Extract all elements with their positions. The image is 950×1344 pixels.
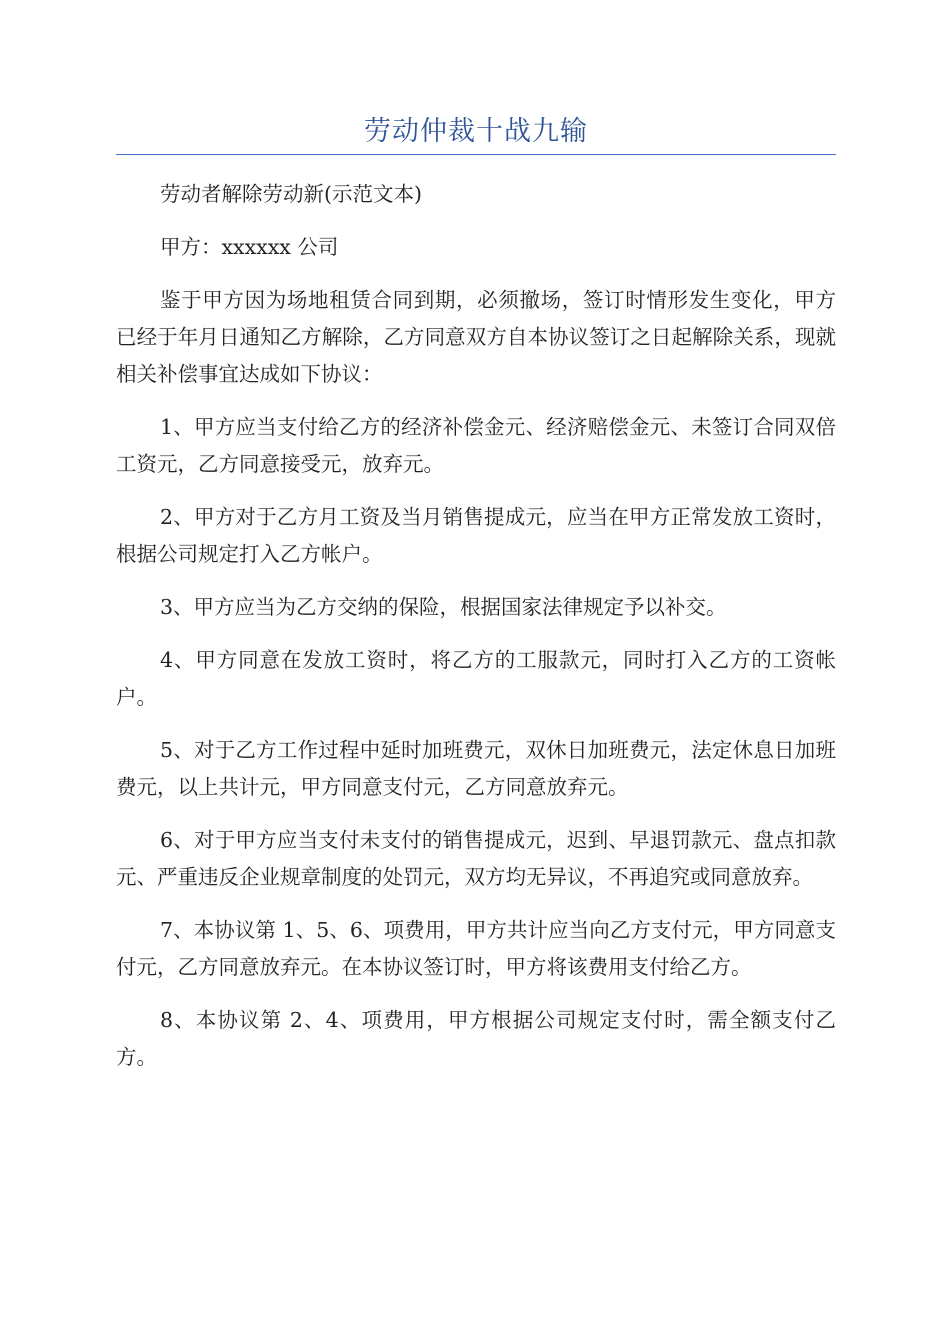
- paragraph-clause-8: 8、本协议第 2、4、项费用，甲方根据公司规定支付时，需全额支付乙方。: [116, 1008, 836, 1069]
- document-title: 劳动仲裁十战九输: [364, 116, 588, 147]
- paragraph-clause-3: 3、甲方应当为乙方交纳的保险，根据国家法律规定予以补交。: [160, 595, 727, 619]
- paragraph-subtitle: 劳动者解除劳动新(示范文本): [160, 182, 422, 206]
- paragraph-party-a: 甲方：xxxxxx 公司: [160, 235, 339, 259]
- paragraph-clause-4: 4、甲方同意在发放工资时，将乙方的工服款元，同时打入乙方的工资帐户。: [116, 648, 836, 709]
- paragraph-clause-7: 7、本协议第 1、5、6、项费用，甲方共计应当向乙方支付元，甲方同意支付元，乙方同意放弃元。在本协议签订时，甲方将该费用支付给乙方。: [116, 918, 836, 979]
- paragraph-clause-6: 6、对于甲方应当支付未支付的销售提成元，迟到、早退罚款元、盘点扣款元、严重违反企业规章制度的处罚元，双方均无异议，不再追究或同意放弃。: [116, 828, 836, 889]
- document-body: [116, 176, 836, 1092]
- paragraph-clause-1: 1、甲方应当支付给乙方的经济补偿金元、经济赔偿金元、未签订合同双倍工资元，乙方同意接受元，放弃元。: [116, 415, 836, 476]
- title-underline: [116, 154, 836, 155]
- paragraph-clause-5: 5、对于乙方工作过程中延时加班费元，双休日加班费元，法定休息日加班费元，以上共计元，甲方同意支付元，乙方同意放弃元。: [116, 738, 836, 799]
- paragraph-preamble: 鉴于甲方因为场地租赁合同到期，必须撤场，签订时情形发生变化，甲方已经于年月日通知乙方解除，乙方同意双方自本协议签订之日起解除关系，现就相关补偿事宜达成如下协议：: [116, 288, 836, 386]
- paragraph-clause-2: 2、甲方对于乙方月工资及当月销售提成元，应当在甲方正常发放工资时，根据公司规定打入乙方帐户。: [116, 505, 836, 566]
